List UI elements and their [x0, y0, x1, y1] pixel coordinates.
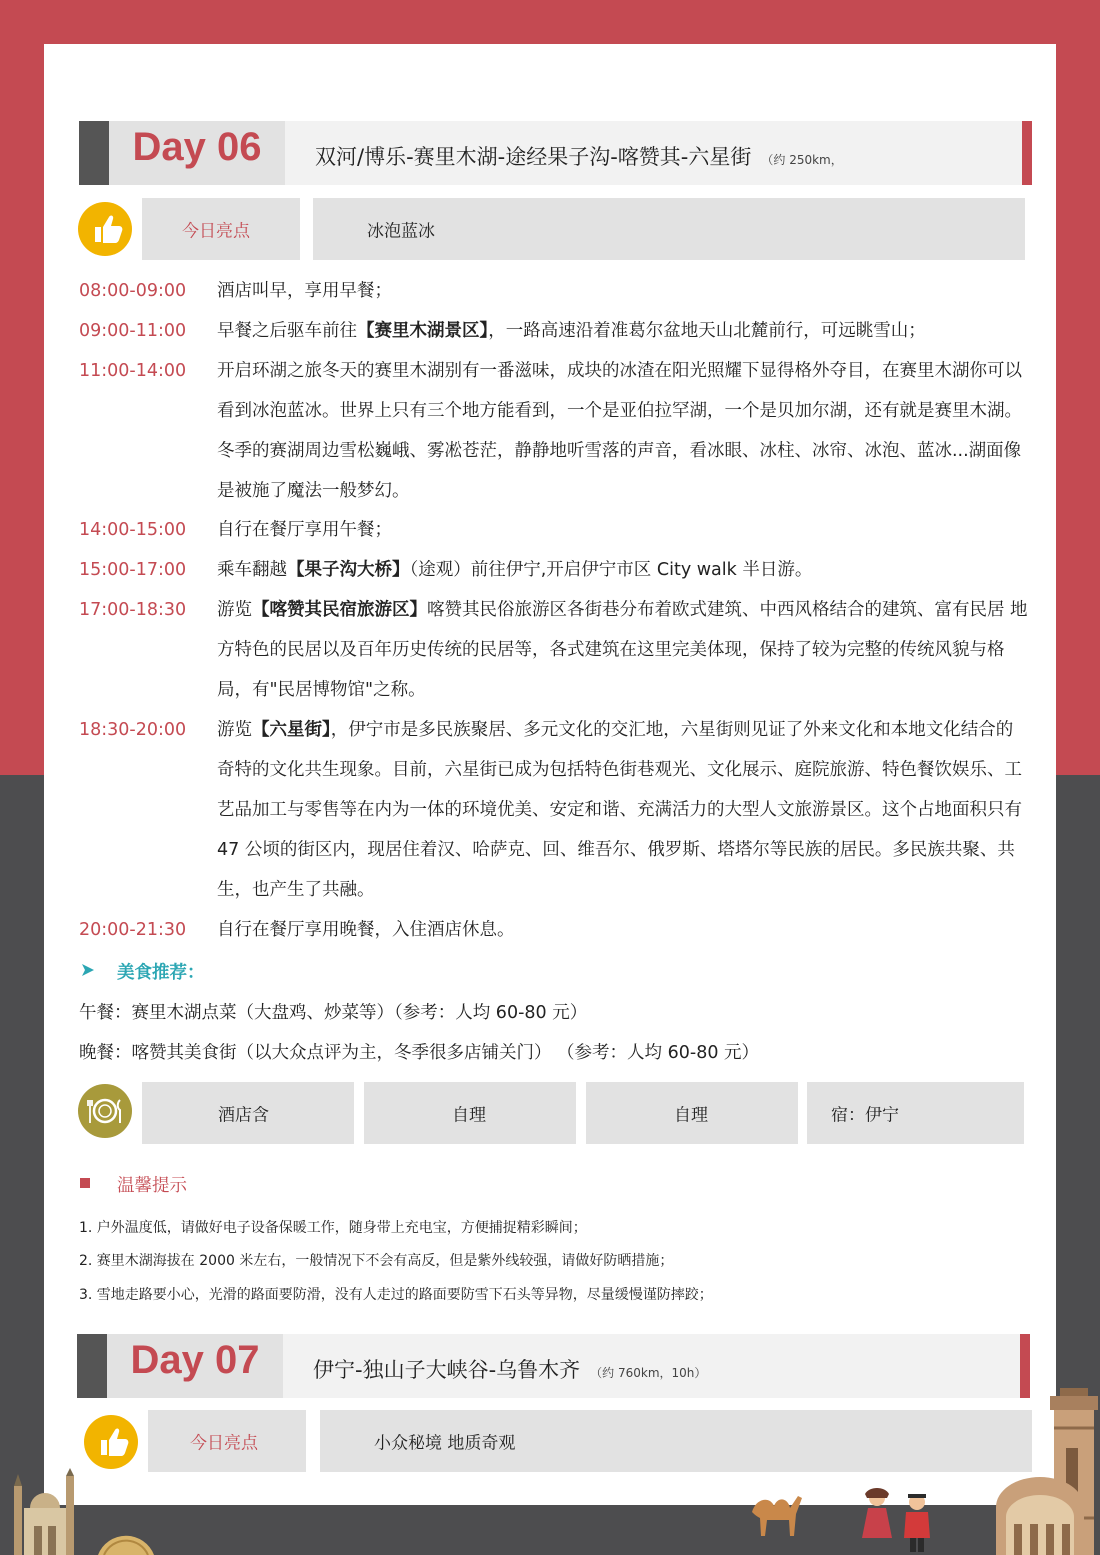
schedule-text: （途观）前往伊宁,开启伊宁市区 City walk 半日游。	[409, 560, 813, 580]
schedule-highlight-place: 【赛里木湖景区】	[357, 321, 489, 341]
play-arrow-icon	[80, 962, 96, 982]
day6-highlight-text: 冰泡蓝冰	[367, 221, 435, 242]
tip-item: 3. 雪地走路要小心，光滑的路面要防滑，没有人走过的路面要防雪下石头等异物，尽量缓慢谨防摔跤；	[79, 1287, 713, 1303]
schedule-time: 09:00-11:00	[79, 321, 187, 341]
schedule-text: 游览	[217, 600, 252, 620]
schedule-highlight-place: 【果子沟大桥】	[287, 560, 410, 580]
schedule-text: ，一路高速沿着准葛尔盆地天山北麓前行，可远眺雪山；	[488, 321, 926, 341]
day7-highlight-label-box	[148, 1410, 306, 1472]
schedule-description	[217, 510, 1029, 550]
day7-route-text: 伊宁-独山子大峡谷-乌鲁木齐	[313, 1358, 581, 1382]
day6-header-accent	[1022, 121, 1032, 185]
day7-route	[313, 1354, 706, 1384]
people-illustration	[860, 1488, 940, 1555]
tip-item: 2. 赛里木湖海拔在 2000 米左右，一般情况下不会有高反，但是紫外线较强，请做好防晒措施；	[79, 1253, 674, 1269]
day6-label: Day 06	[132, 125, 262, 169]
schedule-time: 20:00-21:30	[79, 920, 187, 940]
day6-header-bar	[79, 121, 109, 185]
meal-lunch: 自理	[452, 1105, 486, 1126]
day6-highlight-label-box	[142, 198, 300, 260]
day6-label-box	[109, 121, 285, 185]
schedule-description	[217, 710, 1029, 910]
schedule-description	[217, 590, 1029, 710]
schedule-highlight-place: 【喀赞其民宿旅游区】	[252, 600, 427, 620]
meal-breakfast-box	[142, 1082, 354, 1144]
schedule-time: 08:00-09:00	[79, 281, 187, 301]
schedule-description	[217, 550, 1029, 590]
schedule-description	[217, 311, 1029, 351]
schedule-text: 开启环湖之旅冬天的赛里木湖别有一番滋味，成块的冰渣在阳光照耀下显得格外夺目，在赛里木湖你可以看到冰泡蓝冰。世界上只有三个地方能看到，一个是亚伯拉罕湖，一个是贝加尔湖，还有就是赛里木湖。冬季的赛湖周边雪松巍峨、雾凇苍茫，静静地听雪落的声音，看冰眼、冰柱、冰帘、冰泡、蓝冰...湖面像是被施了魔法一般梦幻。	[217, 361, 1022, 501]
schedule-text: 自行在餐厅享用午餐；	[217, 520, 392, 540]
day6-highlight-label: 今日亮点	[182, 221, 250, 242]
day7-highlight-label: 今日亮点	[190, 1433, 258, 1454]
day7-header-accent	[1020, 1334, 1030, 1398]
camel-illustration	[744, 1482, 804, 1542]
tips-title: 温馨提示	[117, 1176, 187, 1196]
schedule-time: 11:00-14:00	[79, 361, 187, 381]
day7-route-box	[283, 1334, 1020, 1398]
tip-item: 1. 户外温度低，请做好电子设备保暖工作，随身带上充电宝，方便捕捉精彩瞬间；	[79, 1220, 587, 1236]
day6-distance: （约 250km，	[761, 153, 843, 167]
schedule-time: 18:30-20:00	[79, 720, 187, 740]
building-illustration	[990, 1474, 1090, 1555]
meal-breakfast: 酒店含	[218, 1105, 269, 1126]
day6-route	[315, 141, 843, 171]
meal-dinner: 自理	[674, 1105, 708, 1126]
plate-cutlery-icon	[78, 1084, 132, 1138]
food-dinner: 晚餐：喀赞其美食街（以大众点评为主，冬季很多店铺关门） （参考：人均 60-80 元）	[79, 1043, 760, 1063]
schedule-text: 酒店叫早，享用早餐；	[217, 281, 392, 301]
schedule-time: 14:00-15:00	[79, 520, 187, 540]
day7-header-bar	[77, 1334, 107, 1398]
day6-header	[79, 121, 1032, 185]
day7-header	[77, 1334, 1030, 1398]
day6-highlight-text-box	[313, 198, 1025, 260]
schedule-description	[217, 351, 1029, 511]
thumbs-up-icon	[84, 1415, 138, 1469]
food-title: 美食推荐：	[117, 963, 205, 983]
schedule-text: 自行在餐厅享用晚餐，入住酒店休息。	[217, 920, 515, 940]
meal-dinner-box	[586, 1082, 798, 1144]
thumbs-up-icon	[78, 202, 132, 256]
meal-lunch-box	[364, 1082, 576, 1144]
schedule-description	[217, 910, 1029, 950]
accommodation: 宿：伊宁	[831, 1105, 899, 1126]
day6-route-text: 双河/博乐-赛里木湖-途经果子沟-喀赞其-六星街	[315, 145, 752, 169]
food-lunch: 午餐：赛里木湖点菜（大盘鸡、炒菜等）（参考：人均 60-80 元）	[79, 1003, 588, 1023]
schedule-text: 乘车翻越	[217, 560, 287, 580]
schedule-text: 早餐之后驱车前往	[217, 321, 357, 341]
schedule-description	[217, 271, 1029, 311]
mosque-illustration	[0, 1468, 170, 1555]
schedule-time: 15:00-17:00	[79, 560, 187, 580]
schedule-time: 17:00-18:30	[79, 600, 187, 620]
day7-distance: （约 760km，10h）	[590, 1366, 707, 1380]
schedule-text: 游览	[217, 720, 252, 740]
day7-highlight-text-box	[320, 1410, 1032, 1472]
accommodation-box	[807, 1082, 1024, 1144]
schedule-text: 喀赞其民俗旅游区各街巷分布着欧式建筑、中西风格结合的建筑、富有民居 地方特色的民居以及百年历史传统的民居等，各式建筑在这里完美体现，保持了较为完整的传统风貌与格局，有"民居博物馆"之称。	[217, 600, 1028, 700]
day7-highlight-text: 小众秘境 地质奇观	[374, 1433, 516, 1454]
day6-route-box	[285, 121, 1022, 185]
day7-label-box	[107, 1334, 283, 1398]
day7-label: Day 07	[130, 1338, 260, 1382]
schedule-highlight-place: 【六星街】	[252, 720, 331, 740]
schedule-text: ，伊宁市是多民族聚居、多元文化的交汇地，六星街则见证了外来文化和本地文化结合的奇特的文化共生现象。目前，六星街已成为包括特色街巷观光、文化展示、庭院旅游、特色餐饮娱乐、工艺品加工与零售等在内为一体的环境优美、安定和谐、充满活力的大型人文旅游景区。这个占地面积只有 47 公顷的街区内，现居住着汉、哈萨克、回、维吾尔、俄罗斯、塔塔尔等民族的居民。多民族共聚、共生，也产生了共融。	[217, 720, 1022, 900]
square-bullet-icon	[80, 1178, 90, 1188]
